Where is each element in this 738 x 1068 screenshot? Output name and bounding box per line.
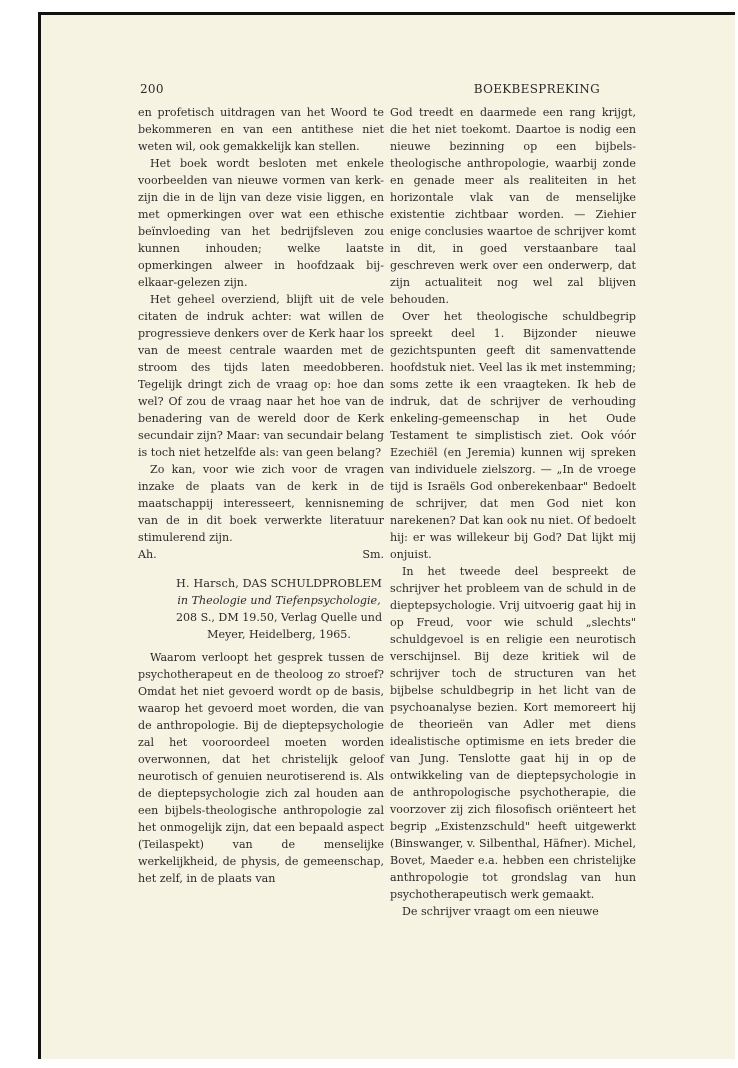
page-number: 200 bbox=[140, 82, 164, 96]
book-details: 208 S., DM 19.50, Verlag Quelle und Meyer, Heidelberg, 1965. bbox=[175, 611, 383, 641]
paragraph: De schrijver vraagt om een nieuwe bbox=[402, 905, 599, 918]
running-title: BOEKBESPREKING bbox=[473, 82, 600, 96]
paragraph: Over het theologische schuldbegrip spreekt deel 1. Bijzonder nieuwe gezichtspunten geeft dit samenvattende hoofdstuk niet. Veel las ik met instemming; soms zette ik een vraagteken. Ik heb de indruk, dat de schrijver de verhouding enkeling-gemeenschap in het Oude Testament te simplistisch ziet. Ook vóór Ezechiël (en Jeremia) kunnen wij spreken van individuele zielszorg. — „In de vroege tijd is Israëls God onberekenbaar" Bedoelt de schrijver, dat men God niet kon narekenen? Dat kan ook nu niet. Of bedoelt hij: er was willekeur bij God? Dat lijkt mij onjuist. bbox=[390, 310, 636, 561]
paragraph: God treedt en daarmede een rang krijgt, die het niet toekomt. Daartoe is nodig een nieuwe bezinning op een bijbels-theologische anthropologie, waarbij zonde en genade meer als realiteiten in het horizontale vlak van de menselijke existentie zichtbaar worden. — Ziehier enige conclusies waartoe de schrijver komt in dit, in goed verstaanbare taal geschreven werk over een onderwerp, dat zijn actualiteit nog wel zal blijven behouden. bbox=[390, 106, 636, 306]
paragraph: Waarom verloopt het gesprek tussen de psychotherapeut en de theoloog zo stroef? Omdat het niet gevoerd wordt op de basis, waarop het gevoerd moet worden, die van de anthropologie. Bij de dieptepsychologie zal het vooroordeel moeten worden overwonnen, dat het christelijk geloof neurotisch of genuien neurotiserend is. Als de dieptepsychologie zich zal houden aan een bijbels-theologische anthropologie zal het onmogelijk zijn, dat een bepaald aspect (Teilaspekt) van de menselijke werkelijkheid, de physis, de gemeenschap, het zelf, in de plaats van bbox=[138, 651, 384, 885]
paragraph: Het geheel overziend, blijft uit de vele citaten de indruk achter: wat willen de progressieve denkers over de Kerk haar los van de meest centrale waarden met de stroom des tijds laten meedobberen. Tegelijk dringt zich de vraag op: hoe dan wel? Of zou de vraag naar het hoe van de benadering van de wereld door de Kerk secundair zijn? Maar: van secundair belang is toch niet hetzelfde als: van geen belang? bbox=[138, 293, 384, 459]
book-citation bbox=[174, 575, 384, 643]
left-column bbox=[138, 104, 384, 887]
right-column bbox=[390, 104, 636, 920]
paragraph: Zo kan, voor wie zich voor de vragen inzake de plaats van de kerk in de maatschappij interesseert, kennisneming van de in dit boek verwerkte literatuur stimulerend zijn. bbox=[138, 463, 384, 544]
book-author: H. Harsch, bbox=[176, 577, 240, 590]
paragraph: en profetisch uitdragen van het Woord te bekommeren en van een antithese niet weten wil, ook gemakkelijk kan stellen. bbox=[138, 106, 384, 153]
signature-line bbox=[138, 546, 384, 563]
paragraph: In het tweede deel bespreekt de schrijver het probleem van de schuld in de dieptepsychologie. Vrij uitvoerig gaat hij in op Freud, voor wie schuld „slechts" schuldgevoel is en religie een neurotisch verschijnsel. Bij deze kritiek wil de schrijver toch de structuren van het bijbelse schuldbegrip in het licht van de psychoanalyse bezien. Kort memoreert hij de theorieën van Adler met diens idealistische optimisme en iets breder die van Jung. Tenslotte gaat hij in op de ontwikkeling van de dieptepsychologie in de anthropologische psychotherapie, die voorzover zij zich filosofisch oriënteert het begrip „Existenzschuld" heeft uitgewerkt (Binswanger, v. Silbenthal, Häfner). Michel, Bovet, Maeder e.a. hebben een christelijke anthropologie tot grondslag van hun psychotherapeutisch werk gemaakt. bbox=[390, 565, 636, 901]
book-title: DAS SCHULDPROBLEM bbox=[242, 577, 382, 590]
book-in: in bbox=[177, 594, 189, 607]
paragraph: Het boek wordt besloten met enkele voorbeelden van nieuwe vormen van kerk-zijn die in de lijn van deze visie liggen, en met opmerkingen over wat een ethische beïnvloeding van het bedrijfsleven zou kunnen inhouden; welke laatste opmerkingen alweer in hoofdzaak bij-elkaar-gelezen zijn. bbox=[138, 157, 384, 289]
book-series: Theologie und Tiefenpsychologie, bbox=[191, 594, 381, 607]
signature-initials-left: Ah. bbox=[138, 548, 157, 561]
signature-initials-right: Sm. bbox=[362, 548, 384, 561]
